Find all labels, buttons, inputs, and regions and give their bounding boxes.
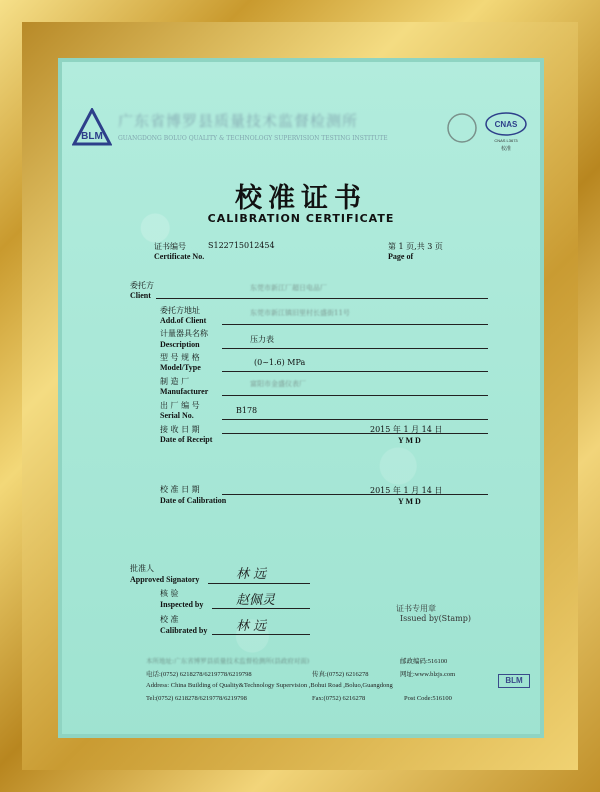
manufacturer-underline xyxy=(222,395,488,396)
footer-web-cn: 网址:www.blzjs.com xyxy=(400,671,456,678)
address-label-cn: 委托方地址 xyxy=(160,306,200,315)
description-label-cn: 计量器具名称 xyxy=(160,329,208,338)
model-label-en: Model/Type xyxy=(160,363,201,372)
model-label-cn: 型 号 规 格 xyxy=(160,353,200,362)
model-value: (0~1.6) MPa xyxy=(254,358,306,367)
approved-signature: 林 远 xyxy=(236,567,267,582)
receipt-value: 2015 年 1 月 14 日 xyxy=(370,425,443,434)
approved-label-en: Approved Signatory xyxy=(130,575,200,584)
cma-seal-icon xyxy=(448,114,476,142)
calibration-date-underline xyxy=(222,494,488,495)
client-label-en: Client xyxy=(130,291,151,300)
calibrated-signature: 林 远 xyxy=(236,619,267,634)
footer-address-en: Address: China Building of Quality&Technology Supervision ,Bohui Road ,Boluo,Guangdong xyxy=(146,682,393,689)
certificate-no-label-cn: 证书编号 xyxy=(154,242,186,251)
manufacturer-value: 富阳市金盛仪表厂 xyxy=(250,380,306,388)
page-count-en: Page of xyxy=(388,252,414,261)
serial-value: B178 xyxy=(236,406,258,415)
certificate-no-value: S122715012454 xyxy=(208,241,275,250)
stamp-label-en: Issued by(Stamp) xyxy=(400,614,471,623)
title-cn: 校准证书 xyxy=(235,183,367,214)
footer-tel-en: Tel:(0752) 6218278/6219778/6219798 xyxy=(146,695,247,702)
calibrated-label-en: Calibrated by xyxy=(160,626,208,635)
footer-fax-en: Fax:(0752) 6216278 xyxy=(312,695,366,702)
blm-footer-logo: BLM xyxy=(498,674,530,688)
serial-label-cn: 出 厂 编 号 xyxy=(160,401,200,410)
description-label-en: Description xyxy=(160,340,200,349)
inspected-label-cn: 核 验 xyxy=(160,589,179,598)
accreditation-badges xyxy=(444,108,534,154)
blm-logo-icon xyxy=(72,108,112,148)
certificate-no-label-en: Certificate No. xyxy=(154,252,205,261)
logo-text: BLM xyxy=(81,131,103,142)
footer-tel-cn: 电话:(0752) 6218278/6219778/6219798 xyxy=(146,671,252,678)
certificate-paper xyxy=(58,58,544,738)
model-underline xyxy=(222,371,488,372)
stamp-label-cn: 证书专用章 xyxy=(396,604,436,613)
title-en: CALIBRATION CERTIFICATE xyxy=(207,212,395,225)
calibration-date-value: 2015 年 1 月 14 日 xyxy=(370,486,443,495)
serial-underline xyxy=(222,419,488,420)
manufacturer-label-en: Manufacturer xyxy=(160,387,209,396)
description-underline xyxy=(222,348,488,349)
calibrated-label-cn: 校 准 xyxy=(160,615,179,624)
receipt-ymd: Y M D xyxy=(398,436,421,445)
footer-postcode-en: Post Code:516100 xyxy=(404,695,452,702)
cnas-cn-text: 校准 xyxy=(500,146,512,152)
client-value: 东莞市新江厂超日电品厂 xyxy=(250,284,327,292)
approved-label-cn: 批准人 xyxy=(130,564,154,573)
footer-fax-cn: 传真:(0752) 6216278 xyxy=(312,671,369,678)
serial-label-en: Serial No. xyxy=(160,411,194,420)
calibrated-underline xyxy=(212,634,310,635)
page-count-cn: 第 1 页,共 3 页 xyxy=(388,242,443,251)
approved-underline xyxy=(208,583,310,584)
calibration-date-label-cn: 校 准 日 期 xyxy=(160,485,200,494)
calibration-date-label-en: Date of Calibration xyxy=(160,496,227,505)
inspected-label-en: Inspected by xyxy=(160,600,204,609)
address-underline xyxy=(222,324,488,325)
address-label-en: Add.of Client xyxy=(160,316,207,325)
manufacturer-label-cn: 制 造 厂 xyxy=(160,377,190,386)
institute-name-cn: 广东省博罗县质量技术监督检测所 xyxy=(118,112,359,130)
footer-postcode-cn: 邮政编码:516100 xyxy=(400,658,448,665)
inspected-signature: 赵佩灵 xyxy=(236,593,276,608)
address-value: 东莞市新江镇旧里村长盛街11号 xyxy=(250,309,350,317)
cnas-text: CNAS xyxy=(494,120,518,129)
description-value: 压力表 xyxy=(250,335,274,344)
cnas-number: CNAS L3673 xyxy=(494,138,518,143)
client-label-cn: 委托方 xyxy=(130,281,154,290)
footer-address-cn: 本所地址:广东省博罗县质量技术监督检测所(县政府对面) xyxy=(146,657,310,665)
inspected-underline xyxy=(212,608,310,609)
client-underline xyxy=(156,298,488,299)
receipt-label-cn: 接 收 日 期 xyxy=(160,425,200,434)
institute-name-en: GUANGDONG BOLUO QUALITY & TECHNOLOGY SUPERVISION TESTING INSTITUTE xyxy=(118,135,388,142)
calibration-ymd: Y M D xyxy=(398,497,421,506)
receipt-label-en: Date of Receipt xyxy=(160,435,213,444)
receipt-underline xyxy=(222,433,488,434)
